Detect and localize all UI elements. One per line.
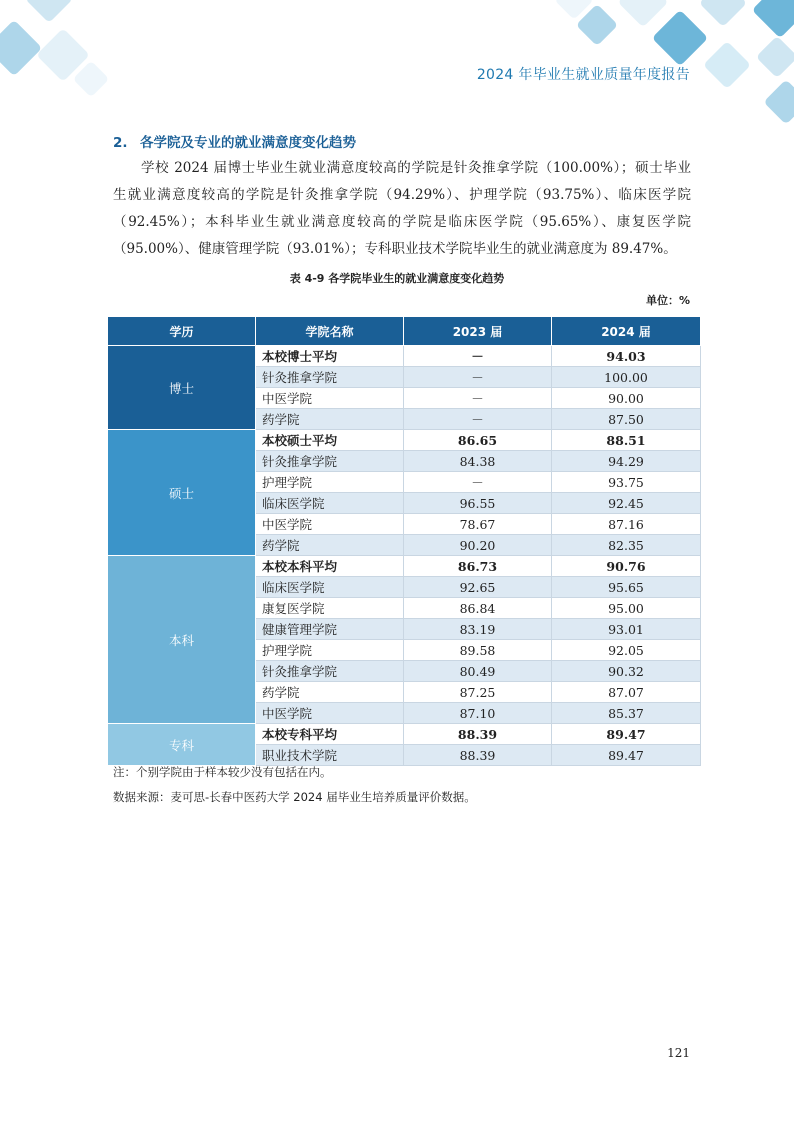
college-name-cell: 临床医学院 xyxy=(256,577,404,598)
value-2024-cell: 94.03 xyxy=(552,346,701,367)
college-name-cell: 药学院 xyxy=(256,409,404,430)
value-2023-cell: 87.25 xyxy=(404,682,552,703)
college-name-cell: 本校硕士平均 xyxy=(256,430,404,451)
column-header-2024: 2024 届 xyxy=(552,317,701,346)
value-2023-cell: 80.49 xyxy=(404,661,552,682)
table-note: 注：个别学院由于样本较少没有包括在内。 xyxy=(113,765,332,779)
value-2024-cell: 82.35 xyxy=(552,535,701,556)
value-2023-cell: 89.58 xyxy=(404,640,552,661)
table-header-row xyxy=(108,317,701,346)
value-2023-cell: － xyxy=(404,409,552,430)
data-source: 数据来源：麦可思-长春中医药大学 2024 届毕业生培养质量评价数据。 xyxy=(113,790,476,804)
value-2024-cell: 85.37 xyxy=(552,703,701,724)
value-2024-cell: 89.47 xyxy=(552,745,701,766)
section-heading xyxy=(113,131,356,151)
degree-cell: 博士 xyxy=(108,346,256,430)
section-title: 各学院及专业的就业满意度变化趋势 xyxy=(140,135,356,151)
section-paragraph xyxy=(113,155,691,263)
page-number: 121 xyxy=(667,1046,690,1060)
college-name-cell: 健康管理学院 xyxy=(256,619,404,640)
value-2023-cell: 90.20 xyxy=(404,535,552,556)
value-2024-cell: 94.29 xyxy=(552,451,701,472)
value-2023-cell: － xyxy=(404,388,552,409)
college-name-cell: 药学院 xyxy=(256,535,404,556)
value-2023-cell: － xyxy=(404,472,552,493)
column-header-degree: 学历 xyxy=(108,317,256,346)
table-row-average xyxy=(108,346,701,367)
value-2024-cell: 90.32 xyxy=(552,661,701,682)
college-name-cell: 护理学院 xyxy=(256,640,404,661)
column-header-2023: 2023 届 xyxy=(404,317,552,346)
value-2024-cell: 87.16 xyxy=(552,514,701,535)
value-2024-cell: 87.07 xyxy=(552,682,701,703)
value-2023-cell: 86.84 xyxy=(404,598,552,619)
college-name-cell: 康复医学院 xyxy=(256,598,404,619)
college-name-cell: 临床医学院 xyxy=(256,493,404,514)
satisfaction-table xyxy=(107,316,701,766)
college-name-cell: 本校本科平均 xyxy=(256,556,404,577)
value-2024-cell: 90.00 xyxy=(552,388,701,409)
paragraph-line: 生就业满意度较高的学院是针灸推拿学院（94.29%）、护理学院（93.75%）、临床医学院 xyxy=(113,187,691,203)
value-2023-cell: 96.55 xyxy=(404,493,552,514)
college-name-cell: 针灸推拿学院 xyxy=(256,451,404,472)
value-2023-cell: 86.73 xyxy=(404,556,552,577)
value-2023-cell: － xyxy=(404,346,552,367)
college-name-cell: 中医学院 xyxy=(256,514,404,535)
column-header-college: 学院名称 xyxy=(256,317,404,346)
table-caption: 表 4-9 各学院毕业生的就业满意度变化趋势 xyxy=(289,272,505,285)
degree-cell: 本科 xyxy=(108,556,256,724)
college-name-cell: 中医学院 xyxy=(256,388,404,409)
value-2024-cell: 95.65 xyxy=(552,577,701,598)
value-2024-cell: 90.76 xyxy=(552,556,701,577)
value-2023-cell: 83.19 xyxy=(404,619,552,640)
report-header-title: 2024 年毕业生就业质量年度报告 xyxy=(476,67,690,83)
value-2023-cell: 86.65 xyxy=(404,430,552,451)
college-name-cell: 中医学院 xyxy=(256,703,404,724)
college-name-cell: 药学院 xyxy=(256,682,404,703)
value-2024-cell: 92.05 xyxy=(552,640,701,661)
section-number: 2. xyxy=(113,135,128,151)
value-2024-cell: 95.00 xyxy=(552,598,701,619)
degree-cell: 硕士 xyxy=(108,430,256,556)
value-2023-cell: 88.39 xyxy=(404,724,552,745)
value-2023-cell: 78.67 xyxy=(404,514,552,535)
paragraph-line: （92.45%）；本科毕业生就业满意度较高的学院是临床医学院（95.65%）、康复医学院 xyxy=(113,214,691,230)
value-2024-cell: 88.51 xyxy=(552,430,701,451)
paragraph-line: （95.00%）、健康管理学院（93.01%）；专科职业技术学院毕业生的就业满意度为 89.47%。 xyxy=(113,241,677,257)
college-name-cell: 护理学院 xyxy=(256,472,404,493)
paragraph-line: 学校 2024 届博士毕业生就业满意度较高的学院是针灸推拿学院（100.00%）；硕士毕业 xyxy=(141,160,691,176)
college-name-cell: 本校博士平均 xyxy=(256,346,404,367)
table-row-average xyxy=(108,430,701,451)
college-name-cell: 针灸推拿学院 xyxy=(256,367,404,388)
value-2024-cell: 100.00 xyxy=(552,367,701,388)
value-2024-cell: 92.45 xyxy=(552,493,701,514)
value-2023-cell: 92.65 xyxy=(404,577,552,598)
value-2023-cell: 88.39 xyxy=(404,745,552,766)
degree-cell: 专科 xyxy=(108,724,256,766)
value-2024-cell: 87.50 xyxy=(552,409,701,430)
table-row-average xyxy=(108,724,701,745)
college-name-cell: 针灸推拿学院 xyxy=(256,661,404,682)
value-2023-cell: － xyxy=(404,367,552,388)
value-2024-cell: 89.47 xyxy=(552,724,701,745)
table-row-average xyxy=(108,556,701,577)
table-unit: 单位：% xyxy=(645,294,690,307)
college-name-cell: 本校专科平均 xyxy=(256,724,404,745)
value-2024-cell: 93.01 xyxy=(552,619,701,640)
value-2024-cell: 93.75 xyxy=(552,472,701,493)
value-2023-cell: 87.10 xyxy=(404,703,552,724)
value-2023-cell: 84.38 xyxy=(404,451,552,472)
college-name-cell: 职业技术学院 xyxy=(256,745,404,766)
